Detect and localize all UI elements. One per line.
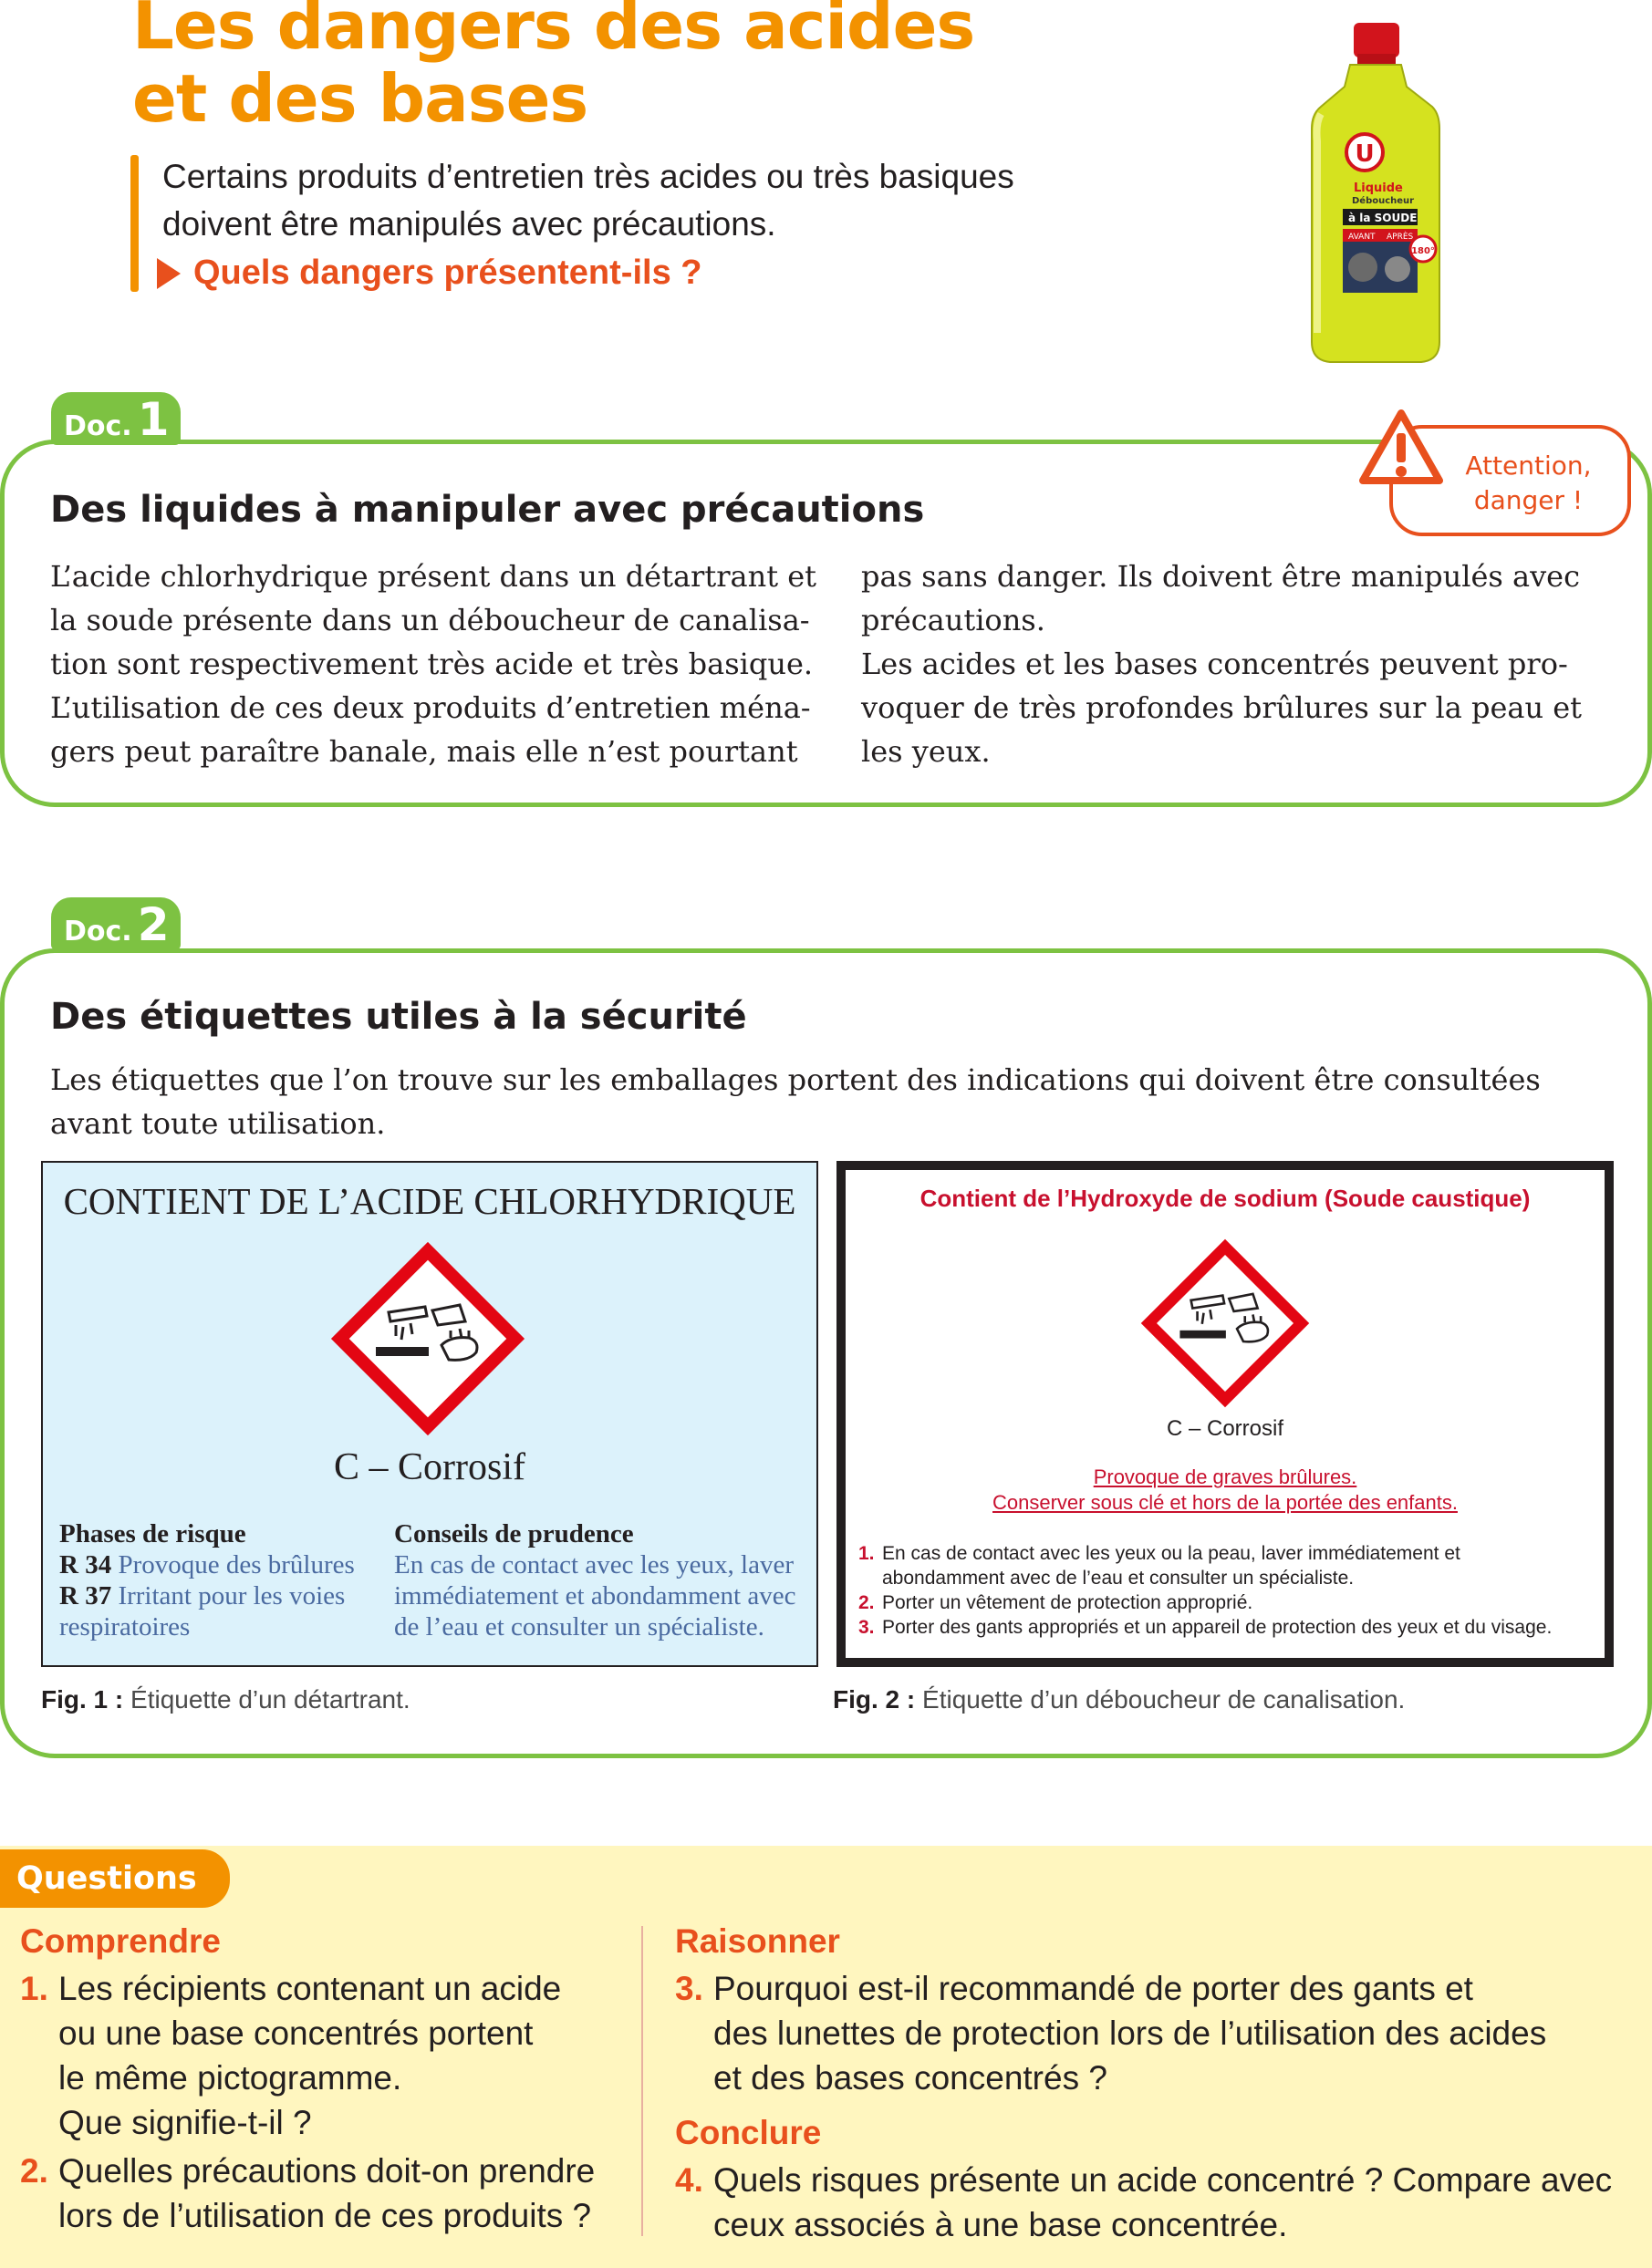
doc1-col1-line: tion sont respectivement très acide et très basique. <box>50 647 814 681</box>
doc1-col1 <box>50 554 816 773</box>
heading-comprendre: Comprendre <box>20 1922 221 1960</box>
corrosive-pictogram-icon <box>323 1234 533 1444</box>
instruction-line: En cas de contact avec les yeux ou la peau, laver immédiatement et <box>882 1543 1460 1564</box>
question-line: Les récipients contenant un acide <box>58 1970 562 2007</box>
questions-divider <box>641 1926 643 2236</box>
title-line-1: Les dangers des acides <box>132 0 975 64</box>
instruction-text: Porter des gants appropriés et un appareil de protection des yeux et du visage. <box>882 1617 1553 1638</box>
warning-line-1: Attention, <box>1465 450 1592 481</box>
label2-instructions <box>858 1541 1597 1640</box>
doc1-col2-line: les yeux. <box>861 734 991 769</box>
warning-line-2: danger ! <box>1473 485 1584 515</box>
risk-text: Irritant pour les voies <box>118 1581 346 1610</box>
doc1-col1-line: L’acide chlorhydrique présent dans un détartrant et <box>50 559 817 594</box>
doc1-col2 <box>861 554 1609 773</box>
doc2-tab-word: Doc. <box>64 916 132 948</box>
label1-safety-advice <box>394 1518 814 1642</box>
advice-title: Conseils de prudence <box>394 1519 634 1548</box>
questions-tab: Questions <box>0 1849 230 1908</box>
label-detartrant <box>41 1161 818 1667</box>
instruction-item <box>858 1615 1597 1640</box>
instruction-num: 3. <box>858 1617 875 1638</box>
product-bottle-image <box>1306 23 1443 369</box>
risk-title: Phases de risque <box>59 1519 246 1548</box>
doc1-title: Des liquides à manipuler avec précautions <box>50 489 925 531</box>
page-title <box>132 0 1227 135</box>
question-4 <box>675 2158 1642 2247</box>
doc1-col2-line: pas sans danger. Ils doivent être manipulés avec <box>861 559 1581 594</box>
warning-icon <box>1357 408 1445 488</box>
risk-code: R 37 <box>59 1581 112 1610</box>
question-line: et des bases concentrés ? <box>713 2059 1107 2097</box>
doc1-col2-line: voquer de très profondes brûlures sur la peau et <box>861 690 1583 725</box>
doc1-col2-line: Les acides et les bases concentrés peuvent pro- <box>861 647 1568 681</box>
risk-item <box>59 1580 388 1611</box>
fig2-caption <box>833 1685 1405 1714</box>
question-num: 2. <box>20 2152 48 2190</box>
question-line: ou une base concentrés portent <box>58 2014 534 2052</box>
advice-line: immédiatement et abondamment avec <box>394 1581 796 1610</box>
instruction-item <box>858 1541 1597 1590</box>
doc1-col1-line: L’utilisation de ces deux produits d’entretien ména- <box>50 690 811 725</box>
bottle-cap <box>1354 23 1399 57</box>
question-num: 4. <box>675 2161 703 2199</box>
question-line: ceux associés à une base concentrée. <box>713 2206 1288 2243</box>
question-3 <box>675 1966 1642 2100</box>
question-num: 3. <box>675 1970 703 2007</box>
doc2-text-line-1: Les étiquettes que l’on trouve sur les emballages portent des indications qui doivent être consultées <box>50 1062 1541 1097</box>
question-line: des lunettes de protection lors de l’utilisation des acides <box>713 2014 1547 2052</box>
doc1-tab <box>51 392 181 445</box>
problem-question <box>157 254 701 293</box>
question-line: Pourquoi est-il recommandé de porter des gants et <box>713 1970 1473 2007</box>
svg-text:Liquide: Liquide <box>1354 181 1403 195</box>
doc1-col1-line: gers peut paraître banale, mais elle n’est pourtant <box>50 734 798 769</box>
question-text <box>713 2158 1612 2247</box>
intro-line-2: doivent être manipulés avec précautions. <box>162 205 776 243</box>
risk-item <box>59 1549 388 1580</box>
risk-code: R 34 <box>59 1550 112 1579</box>
svg-text:à la SOUDE: à la SOUDE <box>1348 212 1418 224</box>
instruction-text <box>882 1541 1460 1590</box>
doc2-text <box>50 1058 1619 1145</box>
label2-heading: Contient de l’Hydroxyde de sodium (Soude caustique) <box>920 1185 1531 1212</box>
fig2-label: Fig. 2 : <box>833 1685 916 1714</box>
instruction-num: 2. <box>858 1592 875 1613</box>
question-num: 1. <box>20 1970 48 2007</box>
fig2-text: Étiquette d’un déboucheur de canalisation. <box>922 1685 1406 1714</box>
svg-text:180°: 180° <box>1411 246 1435 256</box>
doc2-text-line-2: avant toute utilisation. <box>50 1106 386 1141</box>
doc1-tab-number: 1 <box>137 393 170 446</box>
fig1-label: Fig. 1 : <box>41 1685 124 1714</box>
doc1-col2-line: précautions. <box>861 603 1045 637</box>
svg-text:U: U <box>1355 140 1375 168</box>
label2-warning-1: Provoque de graves brûlures. <box>1093 1465 1357 1488</box>
svg-text:Déboucheur: Déboucheur <box>1352 196 1415 206</box>
svg-text:AVANT: AVANT <box>1348 233 1376 242</box>
question-2 <box>20 2149 631 2238</box>
question-line: Que signifie-t-il ? <box>58 2104 312 2141</box>
instruction-text: Porter un vêtement de protection approprié. <box>882 1592 1253 1613</box>
arrow-icon <box>157 258 181 289</box>
instruction-item <box>858 1590 1597 1615</box>
fig1-caption <box>41 1685 410 1714</box>
label2-hazard: C – Corrosif <box>1166 1416 1284 1441</box>
svg-text:APRÈS: APRÈS <box>1387 233 1414 242</box>
question-1 <box>20 1966 631 2145</box>
risk-text: Provoque des brûlures <box>118 1550 355 1579</box>
doc2-tab <box>51 897 181 950</box>
advice-line: de l’eau et consulter un spécialiste. <box>394 1612 764 1641</box>
fig1-text: Étiquette d’un détartrant. <box>130 1685 410 1714</box>
question-line: le même pictogramme. <box>58 2059 402 2097</box>
question-text <box>58 2149 595 2238</box>
intro-line-1: Certains produits d’entretien très acides ou très basiques <box>162 158 1014 195</box>
instruction-num: 1. <box>858 1543 875 1564</box>
doc2-title: Des étiquettes utiles à la sécurité <box>50 996 747 1038</box>
question-line: lors de l’utilisation de ces produits ? <box>58 2197 592 2234</box>
intro-text <box>162 153 1166 248</box>
doc1-col1-line: la soude présente dans un déboucheur de canalisa- <box>50 603 810 637</box>
label1-risk-phrases <box>59 1518 388 1642</box>
heading-conclure: Conclure <box>675 2114 822 2151</box>
risk-text-cont: respiratoires <box>59 1612 191 1641</box>
label1-heading: CONTIENT DE L’ACIDE CHLORHYDRIQUE <box>63 1180 796 1222</box>
intro-bar <box>130 155 139 292</box>
instruction-line: abondamment avec de l’eau et consulter un spécialiste. <box>882 1568 1355 1589</box>
question-line: Quelles précautions doit-on prendre <box>58 2152 596 2190</box>
problem-question-text: Quels dangers présentent-ils ? <box>193 254 702 292</box>
heading-raisonner: Raisonner <box>675 1922 840 1960</box>
corrosive-pictogram-icon <box>1134 1232 1316 1414</box>
label2-warning-2: Conserver sous clé et hors de la portée des enfants. <box>992 1491 1458 1514</box>
title-line-2: et des bases <box>132 60 588 137</box>
advice-line: En cas de contact avec les yeux, laver <box>394 1550 795 1579</box>
question-line: Quels risques présente un acide concentré ? Compare avec <box>713 2161 1613 2199</box>
doc1-tab-word: Doc. <box>64 410 132 442</box>
question-text <box>713 1966 1546 2100</box>
doc2-tab-number: 2 <box>137 898 170 951</box>
question-text <box>58 1966 561 2145</box>
label1-hazard: C – Corrosif <box>334 1446 525 1488</box>
label-deboucheur <box>836 1161 1614 1667</box>
